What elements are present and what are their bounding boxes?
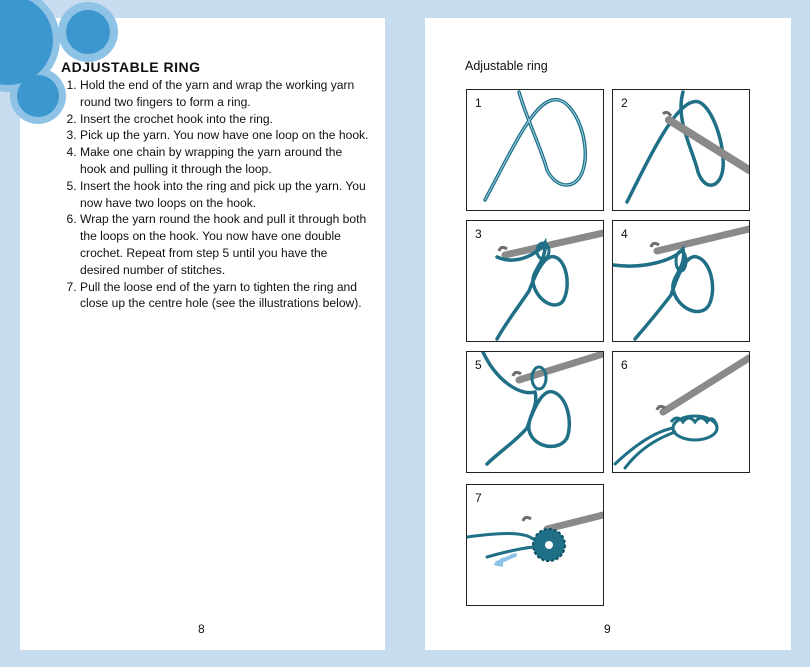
illustration-panel-6 xyxy=(612,351,750,473)
illustration-panel-7 xyxy=(466,484,604,606)
panel-number: 7 xyxy=(475,491,482,505)
illustration-panel-5 xyxy=(466,351,604,473)
instruction-step: 7. Pull the loose end of the yarn to tighten the ring and close up the centre hole (see the illustrations below). xyxy=(80,279,370,313)
section-heading: ADJUSTABLE RING xyxy=(61,59,201,75)
panel-number: 1 xyxy=(475,96,482,110)
illustration-panel-2 xyxy=(612,89,750,211)
instruction-step: 6. Wrap the yarn round the hook and pull it through both the loops on the hook. You now have one double crochet. Repeat from step 5 until you have the desired number of stitches. xyxy=(80,211,370,278)
illustration-panel-3 xyxy=(466,220,604,342)
double-crochet-illustration xyxy=(613,352,749,472)
instruction-step: 4. Make one chain by wrapping the yarn around the hook and pulling it through the loop. xyxy=(80,144,370,178)
panel-number: 4 xyxy=(621,227,628,241)
page-number: 9 xyxy=(604,622,611,636)
instruction-step: 5. Insert the hook into the ring and pick up the yarn. You now have two loops on the hook. xyxy=(80,178,370,212)
panel-number: 2 xyxy=(621,96,628,110)
page-number: 8 xyxy=(198,622,205,636)
instruction-step: 1. Hold the end of the yarn and wrap the working yarn round two fingers to form a ring. xyxy=(80,77,370,111)
yarn-ring-illustration xyxy=(467,90,603,210)
panel-number: 5 xyxy=(475,358,482,372)
one-loop-illustration xyxy=(467,221,603,341)
illustration-panel-4 xyxy=(612,220,750,342)
one-chain-illustration xyxy=(613,221,749,341)
tightened-ring-illustration xyxy=(467,485,603,605)
illustration-panel-1 xyxy=(466,89,604,211)
instruction-step: 3. Pick up the yarn. You now have one loop on the hook. xyxy=(80,127,370,144)
two-loops-illustration xyxy=(467,352,603,472)
panel-number: 6 xyxy=(621,358,628,372)
panel-number: 3 xyxy=(475,227,482,241)
illustration-caption: Adjustable ring xyxy=(465,59,548,73)
hook-in-ring-illustration xyxy=(613,90,749,210)
instruction-step: 2. Insert the crochet hook into the ring. xyxy=(80,111,370,128)
instruction-list xyxy=(61,77,370,312)
